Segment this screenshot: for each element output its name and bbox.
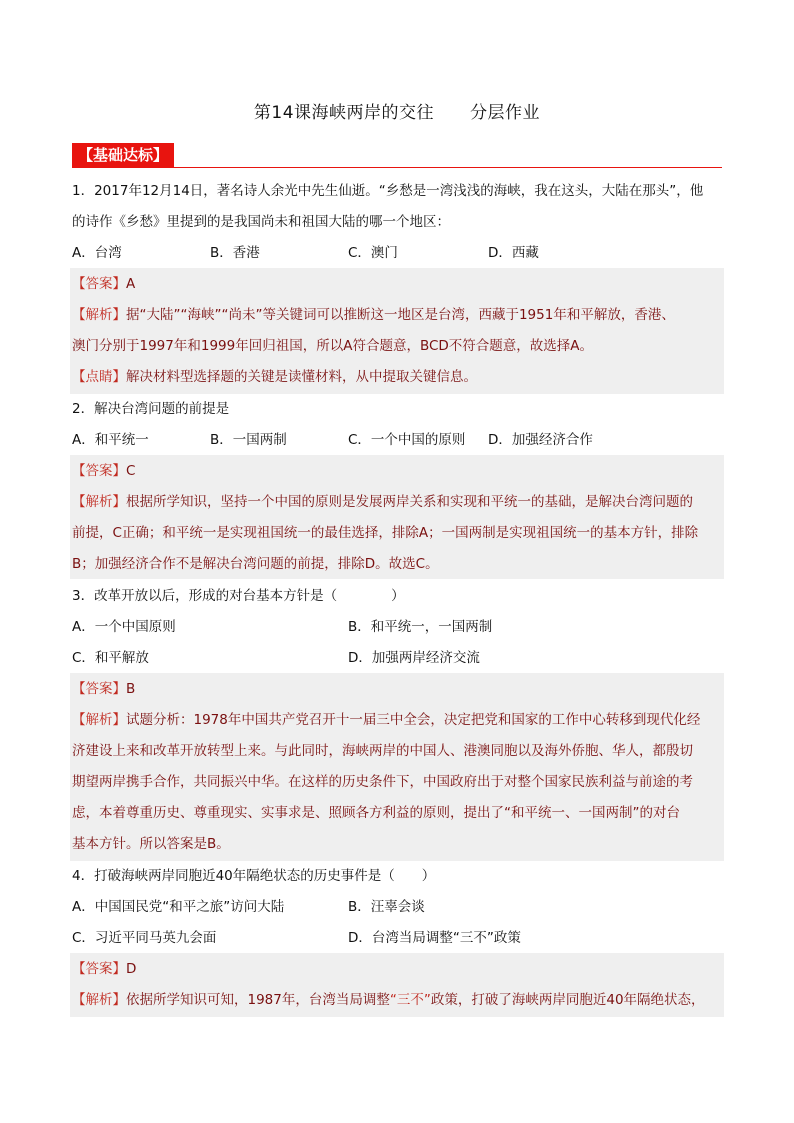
q3-option-c: C．和平解放 — [72, 650, 149, 666]
q3-analysis-line-2: 济建设上来和改革开放转型上来。与此同时，海峡两岸的中国人、港澳同胞以及海外侨胞、华人，都殷切 — [72, 743, 693, 759]
q4-analysis-text-c: 政策，打破了海峡两岸同胞近40年隔绝状态， — [430, 992, 705, 1008]
q3-option-d: D．加强两岸经济交流 — [348, 650, 480, 666]
answer-label: 【答案】 — [72, 681, 126, 697]
q1-stem-line-2: 的诗作《乡愁》里提到的是我国尚未和祖国大陆的哪一个地区： — [72, 214, 450, 230]
q3-analysis-line-4: 虑，本着尊重历史、尊重现实、实事求是、照顾各方利益的原则，提出了“和平统一、一国两制”的对台 — [72, 805, 680, 821]
page-title — [0, 98, 794, 123]
q4-option-d: D．台湾当局调整“三不”政策 — [348, 930, 521, 946]
q2-option-c: C．一个中国的原则 — [348, 432, 466, 448]
q1-option-d: D．西藏 — [488, 245, 539, 261]
q2-option-a: A．和平统一 — [72, 432, 149, 448]
q1-analysis-line-2: 澳门分别于1997年和1999年回归祖国，所以A符合题意，BCD不符合题意，故选择A。 — [72, 338, 594, 354]
q4-answer-value: D — [126, 961, 137, 977]
q3-stem: 3．改革开放以后，形成的对台基本方针是（ ） — [72, 588, 405, 604]
q2-analysis-line-3: B；加强经济合作不是解决台湾问题的前提，排除D。故选C。 — [72, 556, 439, 572]
q4-analysis-text-a: 依据所学知识可知，1987年，台湾当局调整 — [126, 992, 390, 1008]
title-sub: 分层作业 — [470, 103, 541, 123]
q2-stem: 2．解决台湾问题的前提是 — [72, 401, 230, 417]
q3-analysis-line-5: 基本方针。所以答案是B。 — [72, 836, 230, 852]
analysis-label: 【解析】 — [72, 712, 126, 728]
q1-option-b: B．香港 — [210, 245, 260, 261]
q1-tip-text: 解决材料型选择题的关键是读懂材料，从中提取关键信息。 — [126, 369, 477, 385]
q3-option-b: B．和平统一，一国两制 — [348, 619, 493, 635]
q2-analysis-line-1 — [72, 492, 693, 512]
q3-analysis-line-3: 期望两岸携手合作，共同振兴中华。在这样的历史条件下，中国政府出于对整个国家民族利益与前途的考 — [72, 774, 693, 790]
q3-option-a: A．一个中国原则 — [72, 619, 176, 635]
q3-analysis-line-1 — [72, 710, 700, 730]
q4-answer — [72, 959, 136, 979]
q4-analysis-highlight: “三不” — [389, 992, 431, 1008]
q3-answer — [72, 679, 135, 699]
q2-option-d: D．加强经济合作 — [488, 432, 593, 448]
q1-analysis-text-1: 据“大陆”“海峡”“尚未”等关键词可以推断这一地区是台湾，西藏于1951年和平解放，香港、 — [126, 307, 675, 323]
q2-analysis-text-1: 根据所学知识，坚持一个中国的原则是发展两岸关系和实现和平统一的基础，是解决台湾问题的 — [126, 494, 693, 510]
q1-option-a: A．台湾 — [72, 245, 122, 261]
section-heading: 【基础达标】 — [72, 143, 174, 167]
q1-stem-line-1: 1．2017年12月14日，著名诗人余光中先生仙逝。“乡愁是一湾浅浅的海峡，我在这头，大陆在那头”，他 — [72, 183, 704, 199]
q1-tip — [72, 367, 477, 387]
q2-answer-value: C — [126, 463, 136, 479]
q4-option-b: B．汪辜会谈 — [348, 899, 425, 915]
analysis-label: 【解析】 — [72, 992, 126, 1008]
analysis-label: 【解析】 — [72, 307, 126, 323]
section-divider — [72, 167, 722, 168]
q1-answer-value: A — [126, 276, 136, 292]
q3-solution-box — [70, 673, 724, 861]
q4-option-c: C．习近平同马英九会面 — [72, 930, 217, 946]
q4-analysis-line-1 — [72, 990, 705, 1010]
q4-stem: 4．打破海峡两岸同胞近40年隔绝状态的历史事件是（ ） — [72, 868, 436, 884]
q2-analysis-line-2: 前提，C正确；和平统一是实现祖国统一的最佳选择，排除A；一国两制是实现祖国统一的基本方针，排除 — [72, 525, 699, 541]
q1-answer — [72, 274, 135, 294]
q3-analysis-text-1: 试题分析：1978年中国共产党召开十一届三中全会，决定把党和国家的工作中心转移到现代化经 — [126, 712, 701, 728]
answer-label: 【答案】 — [72, 276, 126, 292]
q1-analysis-line-1 — [72, 305, 675, 325]
title-main: 第14课海峡两岸的交往 — [253, 103, 435, 123]
q2-option-b: B．一国两制 — [210, 432, 287, 448]
tip-label: 【点睛】 — [72, 369, 126, 385]
q2-answer — [72, 461, 135, 481]
q4-option-a: A．中国国民党“和平之旅”访问大陆 — [72, 899, 285, 915]
answer-label: 【答案】 — [72, 463, 126, 479]
q1-option-c: C．澳门 — [348, 245, 398, 261]
q3-answer-value: B — [126, 681, 136, 697]
answer-label: 【答案】 — [72, 961, 126, 977]
analysis-label: 【解析】 — [72, 494, 126, 510]
